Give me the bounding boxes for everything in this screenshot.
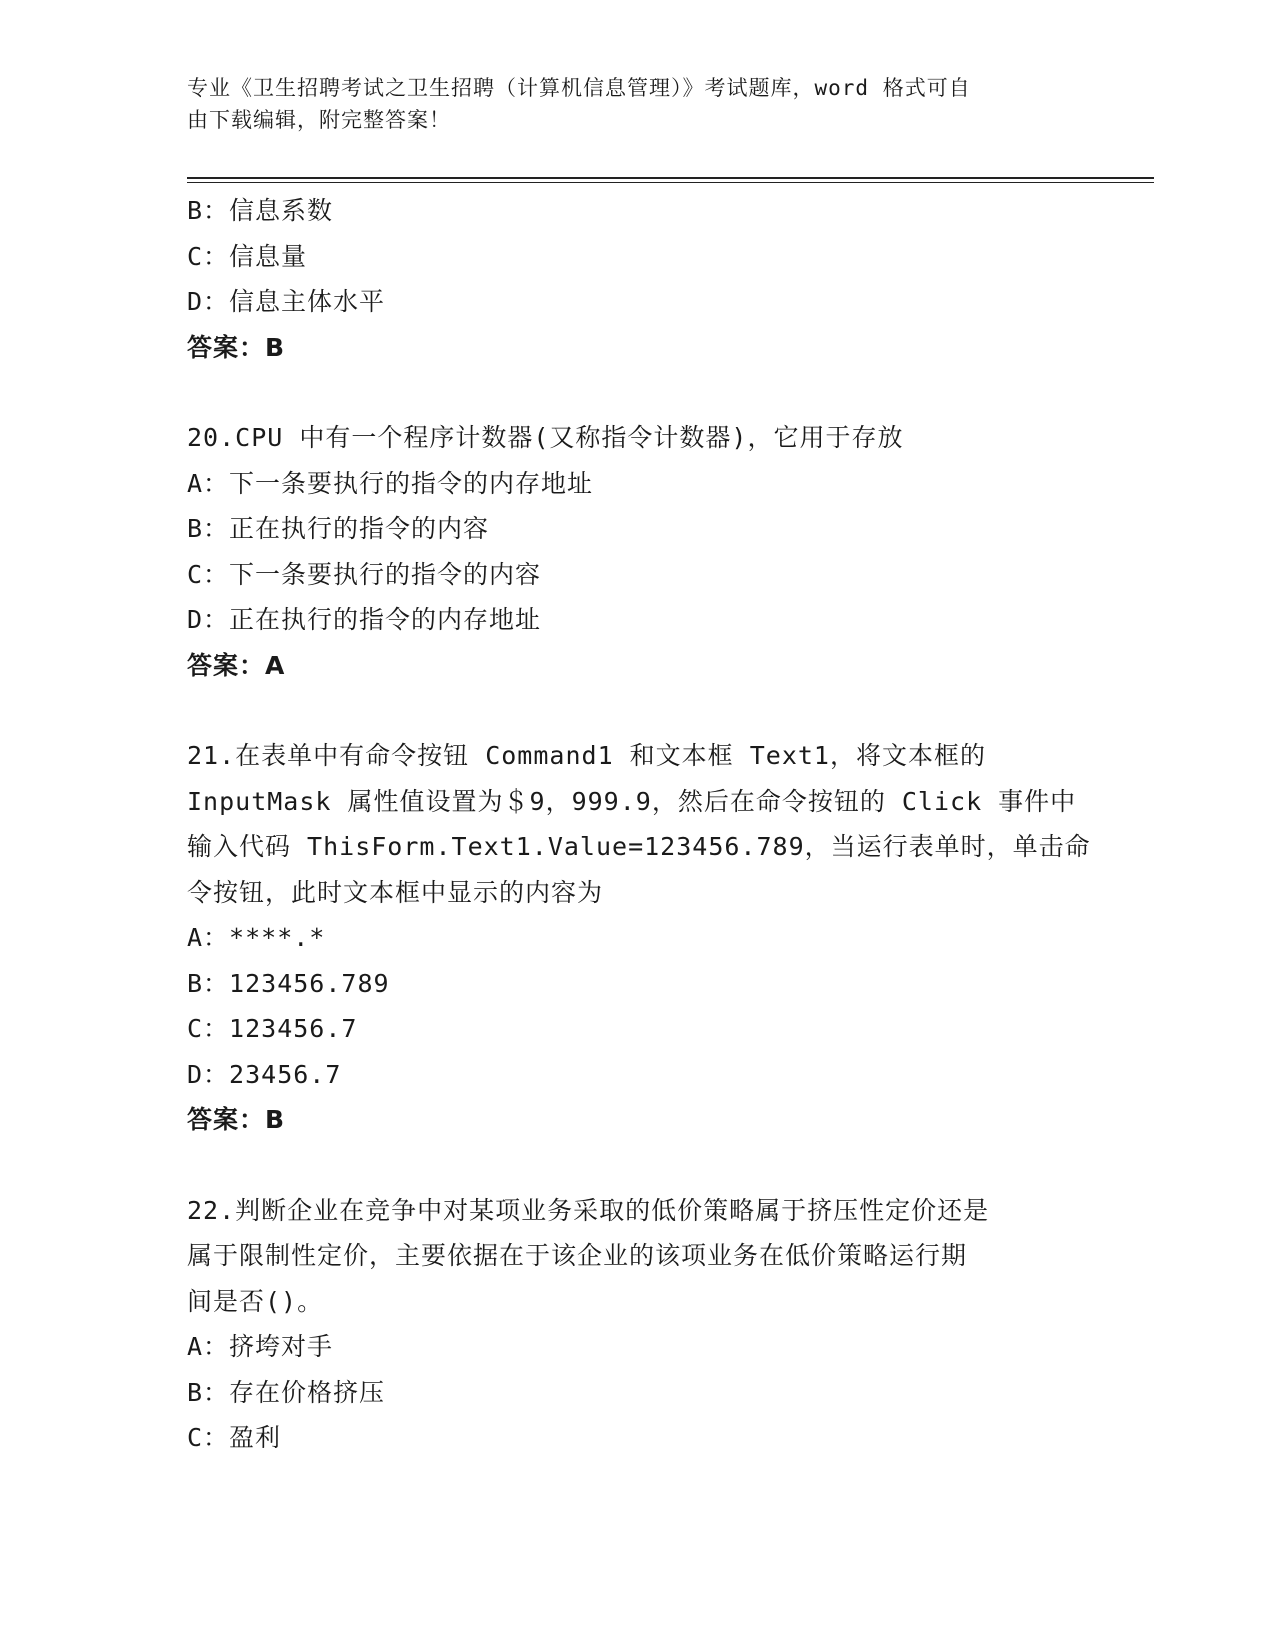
spacer [187,688,1087,733]
answer-line: 答案：B [187,1105,286,1134]
question-22 [187,1188,1087,1461]
option-c: C：下一条要执行的指令的内容 [187,559,542,589]
question-21 [187,733,1091,1143]
answer-line: 答案：B [187,332,286,362]
option-b: B：正在执行的指令的内容 [187,514,490,543]
question-20 [187,415,1087,688]
header-divider [187,177,1154,183]
option-d: D：信息主体水平 [187,287,386,316]
question-list [187,188,1091,1461]
option-a: A：挤垮对手 [187,1332,334,1361]
spacer [187,1143,1087,1188]
option-b: B：存在价格挤压 [187,1377,386,1407]
question-stem: 22.判断企业在竞争中对某项业务采取的低价策略属于挤压性定价还是 [187,1195,990,1225]
option-c: C：123456.7 [187,1014,358,1043]
question-19-tail [187,188,1087,370]
question-stem: 属于限制性定价，主要依据在于该企业的该项业务在低价策略运行期 [187,1241,968,1270]
question-stem: 20.CPU 中有一个程序计数器(又称指令计数器)，它用于存放 [187,423,904,452]
question-stem: 21.在表单中有命令按钮 Command1 和文本框 Text1，将文本框的 [187,741,986,770]
question-stem: 输入代码 ThisForm.Text1.Value=123456.789，当运行表单时，单击命 [187,832,1091,861]
option-c: C：盈利 [187,1423,282,1452]
option-a: A：****.* [187,923,326,952]
question-stem: 间是否()。 [187,1286,324,1316]
header-line-2: 由下载编辑，附完整答案！ [187,108,451,132]
option-c: C：信息量 [187,241,308,271]
document-header [187,72,1067,136]
option-a: A：下一条要执行的指令的内存地址 [187,468,594,498]
spacer [187,370,1087,415]
option-d: D：23456.7 [187,1059,342,1089]
answer-line: 答案：A [187,650,286,680]
question-stem: InputMask 属性值设置为＄9，999.9，然后在命令按钮的 Click 事件中 [187,786,1077,816]
option-d: D：正在执行的指令的内存地址 [187,605,542,634]
option-b: B：信息系数 [187,196,334,225]
header-line-1: 专业《卫生招聘考试之卫生招聘（计算机信息管理）》考试题库，word 格式可自 [187,76,971,100]
option-b: B：123456.789 [187,968,390,998]
question-stem: 令按钮，此时文本框中显示的内容为 [187,877,604,907]
